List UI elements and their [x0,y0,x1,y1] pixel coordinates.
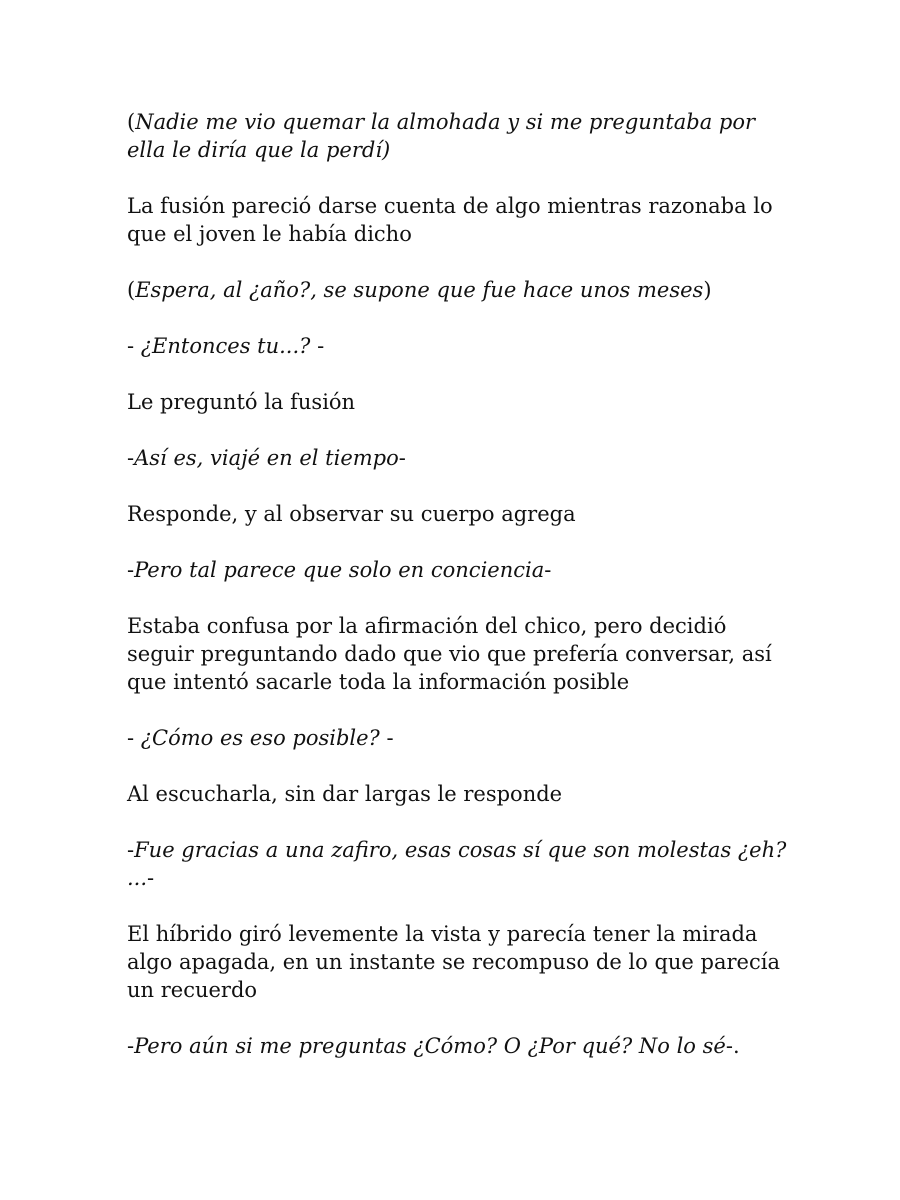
text-run-italic: Fue gracias a una zafiro, esas cosas sí que son molestas ¿eh? ... [127,838,787,890]
text-run: - [127,726,141,750]
paragraph-4 [127,332,787,360]
text-run: Al escucharla, sin dar largas le responde [127,782,563,806]
text-run: Estaba confusa por la afirmación del chico, pero decidió seguir preguntando dado que vio que prefería conversar, así que intentó sacarle toda la información posible [127,614,772,694]
text-run: Responde, y al observar su cuerpo agrega [127,502,576,526]
text-run-italic: ¿Entonces tu...? [140,334,318,358]
paragraph-8 [127,556,787,584]
paragraph-12 [127,836,787,892]
text-run: La fusión pareció darse cuenta de algo mientras razonaba lo que el joven le había dicho [127,194,773,246]
text-run: ( [127,110,136,134]
paragraph-2 [127,192,787,248]
paragraph-13 [127,920,787,1004]
text-run: El híbrido giró levemente la vista y parecía tener la mirada algo apagada, en un instante se recompuso de lo que parecía un recuerdo [127,922,780,1002]
text-run: - [127,1034,135,1058]
text-run-italic: Nadie me vio quemar la almohada y si me preguntaba por ella le diría que la perdí) [127,110,756,162]
text-run: - [127,838,135,862]
paragraph-1 [127,108,787,164]
text-run-italic: Pero aún si me preguntas ¿Cómo? O ¿Por qué? No lo sé [134,1034,726,1058]
paragraph-5 [127,388,787,416]
text-run: Le preguntó la fusión [127,390,356,414]
paragraph-3 [127,276,787,304]
text-run: ( [127,278,136,302]
text-run: - [386,726,394,750]
text-run: - [317,334,325,358]
paragraph-14 [127,1032,787,1060]
text-run: - [398,446,406,470]
paragraph-7 [127,500,787,528]
text-run: ) [703,278,712,302]
document-body [127,108,787,1088]
paragraph-11 [127,780,787,808]
text-run: - [127,334,141,358]
text-run-italic: Pero tal parece que solo en conciencia [134,558,545,582]
paragraph-6 [127,444,787,472]
text-run: - [544,558,552,582]
text-run: -. [725,1034,740,1058]
text-run-italic: Así es, viajé en el tiempo [134,446,399,470]
text-run: - [127,558,135,582]
text-run: - [127,446,135,470]
text-run-italic: Espera, al ¿año?, se supone que fue hace unos meses [135,278,704,302]
paragraph-10 [127,724,787,752]
text-run-italic: ¿Cómo es eso posible? [140,726,387,750]
paragraph-9 [127,612,787,696]
text-run: - [147,866,155,890]
